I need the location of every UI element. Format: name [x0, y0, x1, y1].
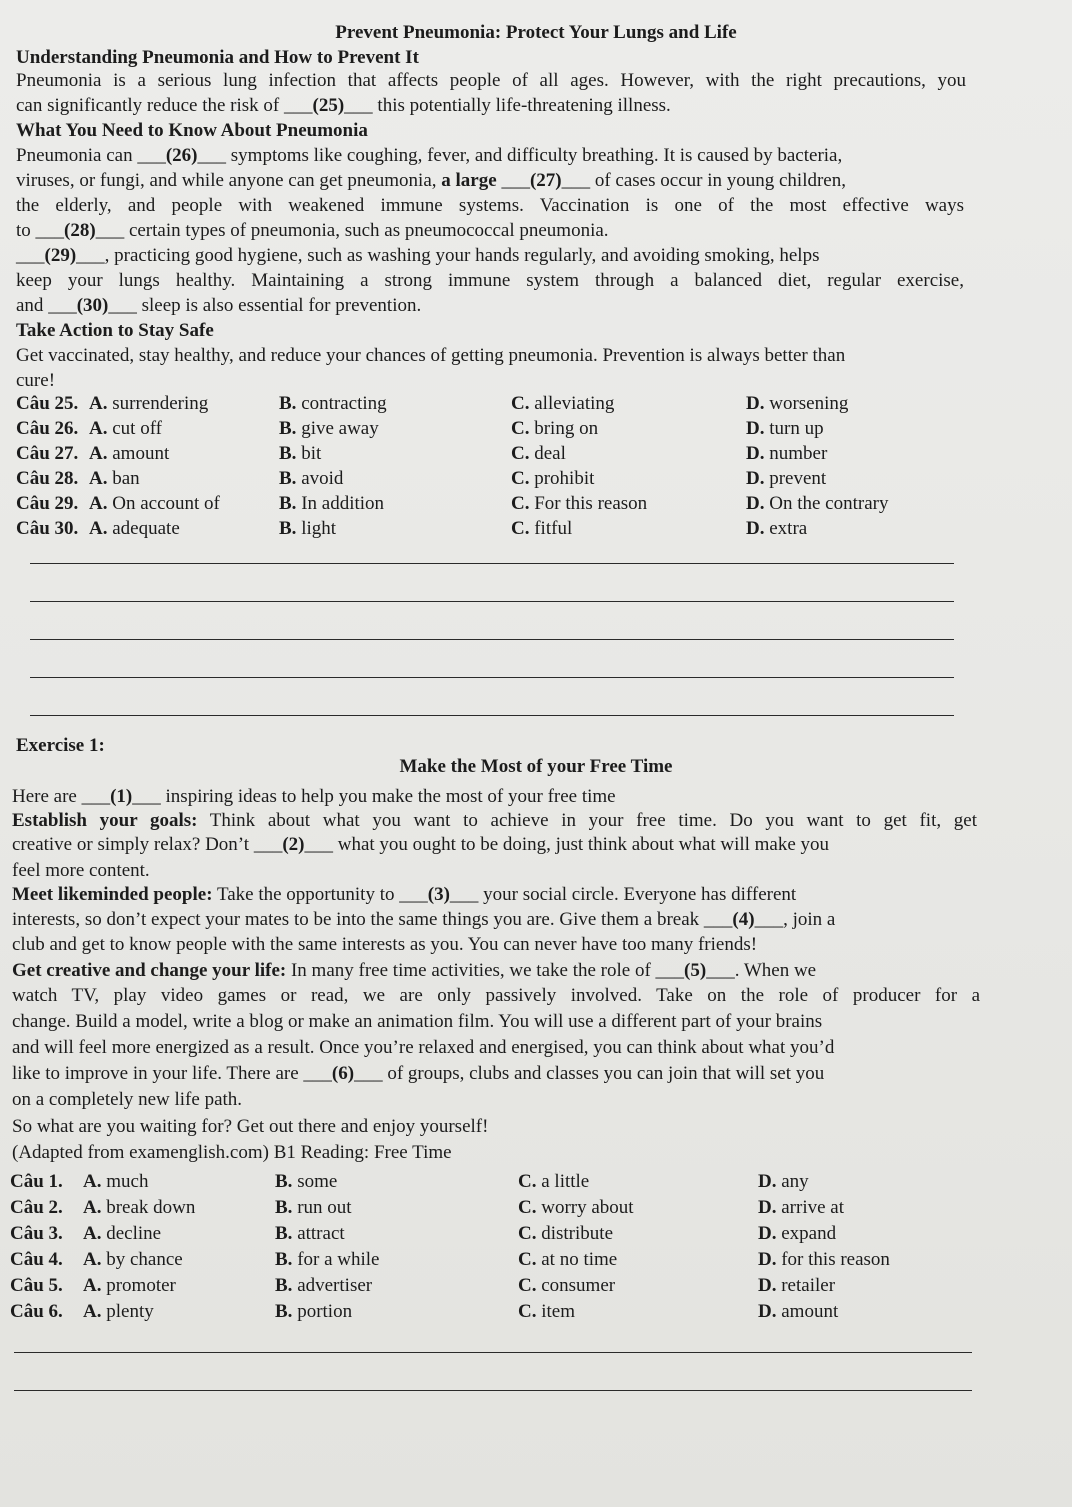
option-b[interactable]: B. avoid	[279, 468, 344, 489]
option-d[interactable]: D. arrive at	[758, 1197, 844, 1218]
free-time-title: Make the Most of your Free Time	[399, 756, 673, 777]
option-a[interactable]: A. promoter	[83, 1275, 176, 1296]
blank-29[interactable]: ___ (29) ___	[16, 245, 105, 266]
option-c[interactable]: C. For this reason	[511, 493, 648, 514]
question-row	[10, 1223, 1012, 1247]
option-b[interactable]: B. portion	[275, 1301, 353, 1322]
option-d[interactable]: D. amount	[758, 1301, 839, 1322]
option-d[interactable]: D. any	[758, 1171, 809, 1192]
answer-line	[14, 1390, 972, 1391]
option-b[interactable]: B. some	[275, 1171, 338, 1192]
option-c[interactable]: C. a little	[518, 1171, 590, 1192]
option-a[interactable]: A. decline	[83, 1223, 162, 1244]
question-row	[16, 493, 1012, 517]
passage-line: the elderly, and people with weakened immune systems. Vaccination is one of the most effective ways	[16, 195, 964, 216]
passage-line: viruses, or fungi, and while anyone can get pneumonia, a large ___ (27) ___ of cases occur in young children,	[16, 170, 972, 192]
answer-line	[30, 639, 954, 640]
option-c[interactable]: C. at no time	[518, 1249, 618, 1270]
blank-25[interactable]: ___ (25) ___	[284, 95, 373, 116]
passage-line: to ___ (28) ___ certain types of pneumonia, such as pneumococcal pneumonia.	[16, 220, 972, 242]
option-c[interactable]: C. bring on	[511, 418, 599, 439]
passage-line: and ___ (30) ___ sleep is also essential for prevention.	[16, 295, 972, 317]
option-c[interactable]: C. consumer	[518, 1275, 616, 1296]
answer-line	[14, 1352, 972, 1353]
question-label: Câu 5.	[10, 1275, 63, 1296]
passage-line: creative or simply relax? Don’t ___ (2) ___ what you ought to be doing, just think about what will make you	[12, 834, 972, 856]
blank-3[interactable]: ___ (3) ___	[399, 884, 478, 905]
option-d[interactable]: D. prevent	[746, 468, 827, 489]
blank-26[interactable]: ___ (26) ___	[137, 145, 226, 166]
passage-line: watch TV, play video games or read, we are only passively involved. Take on the role of producer for a	[12, 985, 980, 1006]
option-a[interactable]: A. ban	[89, 468, 140, 489]
passage-line: Pneumonia can ___ (26) ___ symptoms like coughing, fever, and difficulty breathing. It is caused by bacteria,	[16, 145, 972, 167]
question-label: Câu 30.	[16, 518, 79, 539]
option-c[interactable]: C. worry about	[518, 1197, 634, 1218]
question-row	[16, 468, 1012, 492]
option-b[interactable]: B. give away	[279, 418, 379, 439]
option-c[interactable]: C. deal	[511, 443, 566, 464]
question-row	[10, 1171, 1012, 1195]
option-d[interactable]: D. number	[746, 443, 828, 464]
option-a[interactable]: A. plenty	[83, 1301, 154, 1322]
option-d[interactable]: D. expand	[758, 1223, 837, 1244]
option-a[interactable]: A. surrendering	[89, 393, 209, 414]
passage-line: cure!	[16, 370, 56, 391]
question-row	[16, 518, 1012, 542]
source-note: (Adapted from examenglish.com) B1 Reading: Free Time	[12, 1142, 452, 1163]
option-a[interactable]: A. adequate	[89, 518, 180, 539]
question-row	[10, 1275, 1012, 1299]
option-b[interactable]: B. for a while	[275, 1249, 380, 1270]
option-b[interactable]: B. attract	[275, 1223, 345, 1244]
blank-28[interactable]: ___ (28) ___	[36, 220, 125, 241]
heading-what-you-need: What You Need to Know About Pneumonia	[16, 120, 368, 141]
passage-line: change. Build a model, write a blog or make an animation film. You will use a different part of your brains	[12, 1011, 823, 1032]
question-row	[10, 1249, 1012, 1273]
blank-5[interactable]: ___ (5) ___	[656, 960, 735, 981]
question-label: Câu 6.	[10, 1301, 63, 1322]
option-b[interactable]: B. advertiser	[275, 1275, 373, 1296]
passage-line: on a completely new life path.	[12, 1089, 243, 1110]
passage-line: Here are ___ (1) ___ inspiring ideas to help you make the most of your free time	[12, 786, 972, 808]
option-a[interactable]: A. cut off	[89, 418, 163, 439]
option-c[interactable]: C. fitful	[511, 518, 573, 539]
question-label: Câu 27.	[16, 443, 79, 464]
option-d[interactable]: D. retailer	[758, 1275, 836, 1296]
blank-30[interactable]: ___ (30) ___	[48, 295, 137, 316]
heading-understanding: Understanding Pneumonia and How to Prevent It	[16, 47, 419, 68]
option-d[interactable]: D. On the contrary	[746, 493, 889, 514]
question-label: Câu 3.	[10, 1223, 63, 1244]
blank-2[interactable]: ___ (2) ___	[254, 834, 333, 855]
option-a[interactable]: A. break down	[83, 1197, 196, 1218]
question-label: Câu 29.	[16, 493, 79, 514]
passage-line: keep your lungs healthy. Maintaining a strong immune system through a balanced diet, regular exercise,	[16, 270, 964, 291]
answer-line	[30, 715, 954, 716]
option-a[interactable]: A. amount	[89, 443, 170, 464]
option-b[interactable]: B. run out	[275, 1197, 352, 1218]
blank-27[interactable]: ___ (27) ___	[501, 170, 590, 191]
question-label: Câu 25.	[16, 393, 79, 414]
passage-line: like to improve in your life. There are ___ (6) ___ of groups, clubs and classes you can join that will set you	[12, 1063, 972, 1085]
answer-line	[30, 563, 954, 564]
option-b[interactable]: B. contracting	[279, 393, 387, 414]
passage-line: Get vaccinated, stay healthy, and reduce your chances of getting pneumonia. Prevention is always better than	[16, 345, 846, 366]
passage-line: feel more content.	[12, 860, 150, 881]
passage-line: club and get to know people with the same interests as you. You can never have too many friends!	[12, 934, 758, 955]
option-b[interactable]: B. light	[279, 518, 337, 539]
question-label: Câu 26.	[16, 418, 79, 439]
option-b[interactable]: B. bit	[279, 443, 322, 464]
passage-line: and will feel more energized as a result. Once you’re relaxed and energised, you can think about what you’d	[12, 1037, 835, 1058]
option-d[interactable]: D. turn up	[746, 418, 824, 439]
heading-take-action: Take Action to Stay Safe	[16, 320, 214, 341]
passage-line: Meet likeminded people: Take the opportunity to ___ (3) ___ your social circle. Everyone has different	[12, 884, 972, 906]
blank-4[interactable]: ___ (4) ___	[704, 909, 783, 930]
question-row	[16, 443, 1012, 467]
option-c[interactable]: C. item	[518, 1301, 576, 1322]
passage-line: Establish your goals: Think about what you want to achieve in your free time. Do you want to get fit, get	[12, 810, 977, 831]
option-c[interactable]: C. prohibit	[511, 468, 595, 489]
passage-line: ___ (29) ___ , practicing good hygiene, such as washing your hands regularly, and avoiding smoking, helps	[16, 245, 972, 267]
passage-line: So what are you waiting for? Get out there and enjoy yourself!	[12, 1116, 489, 1137]
answer-line	[30, 677, 954, 678]
option-a[interactable]: A. by chance	[83, 1249, 183, 1270]
question-label: Câu 28.	[16, 468, 79, 489]
passage-line: interests, so don’t expect your mates to be into the same things you are. Give them a break ___ (4) ___ , join a	[12, 909, 972, 931]
question-label: Câu 4.	[10, 1249, 63, 1270]
question-row	[10, 1197, 1012, 1221]
exercise-label: Exercise 1:	[16, 735, 105, 756]
passage-line: Get creative and change your life: In many free time activities, we take the role of ___ (5) ___ . When we	[12, 960, 972, 982]
option-d[interactable]: D. extra	[746, 518, 808, 539]
question-label: Câu 1.	[10, 1171, 63, 1192]
passage-line: can significantly reduce the risk of ___ (25) ___ this potentially life-threatening illness.	[16, 95, 972, 117]
question-row	[16, 393, 1012, 417]
option-c[interactable]: C. distribute	[518, 1223, 614, 1244]
option-a[interactable]: A. On account of	[89, 493, 220, 514]
question-row	[16, 418, 1012, 442]
option-d[interactable]: D. for this reason	[758, 1249, 890, 1270]
question-row	[10, 1301, 1012, 1325]
option-b[interactable]: B. In addition	[279, 493, 385, 514]
pneumonia-title: Prevent Pneumonia: Protect Your Lungs and Life	[335, 22, 737, 43]
passage-line: Pneumonia is a serious lung infection that affects people of all ages. However, with the right precautions, you	[16, 70, 966, 91]
blank-6[interactable]: ___ (6) ___	[303, 1063, 382, 1084]
question-label: Câu 2.	[10, 1197, 63, 1218]
answer-line	[30, 601, 954, 602]
option-d[interactable]: D. worsening	[746, 393, 849, 414]
option-c[interactable]: C. alleviating	[511, 393, 615, 414]
blank-1[interactable]: ___ (1) ___	[82, 786, 161, 807]
option-a[interactable]: A. much	[83, 1171, 149, 1192]
